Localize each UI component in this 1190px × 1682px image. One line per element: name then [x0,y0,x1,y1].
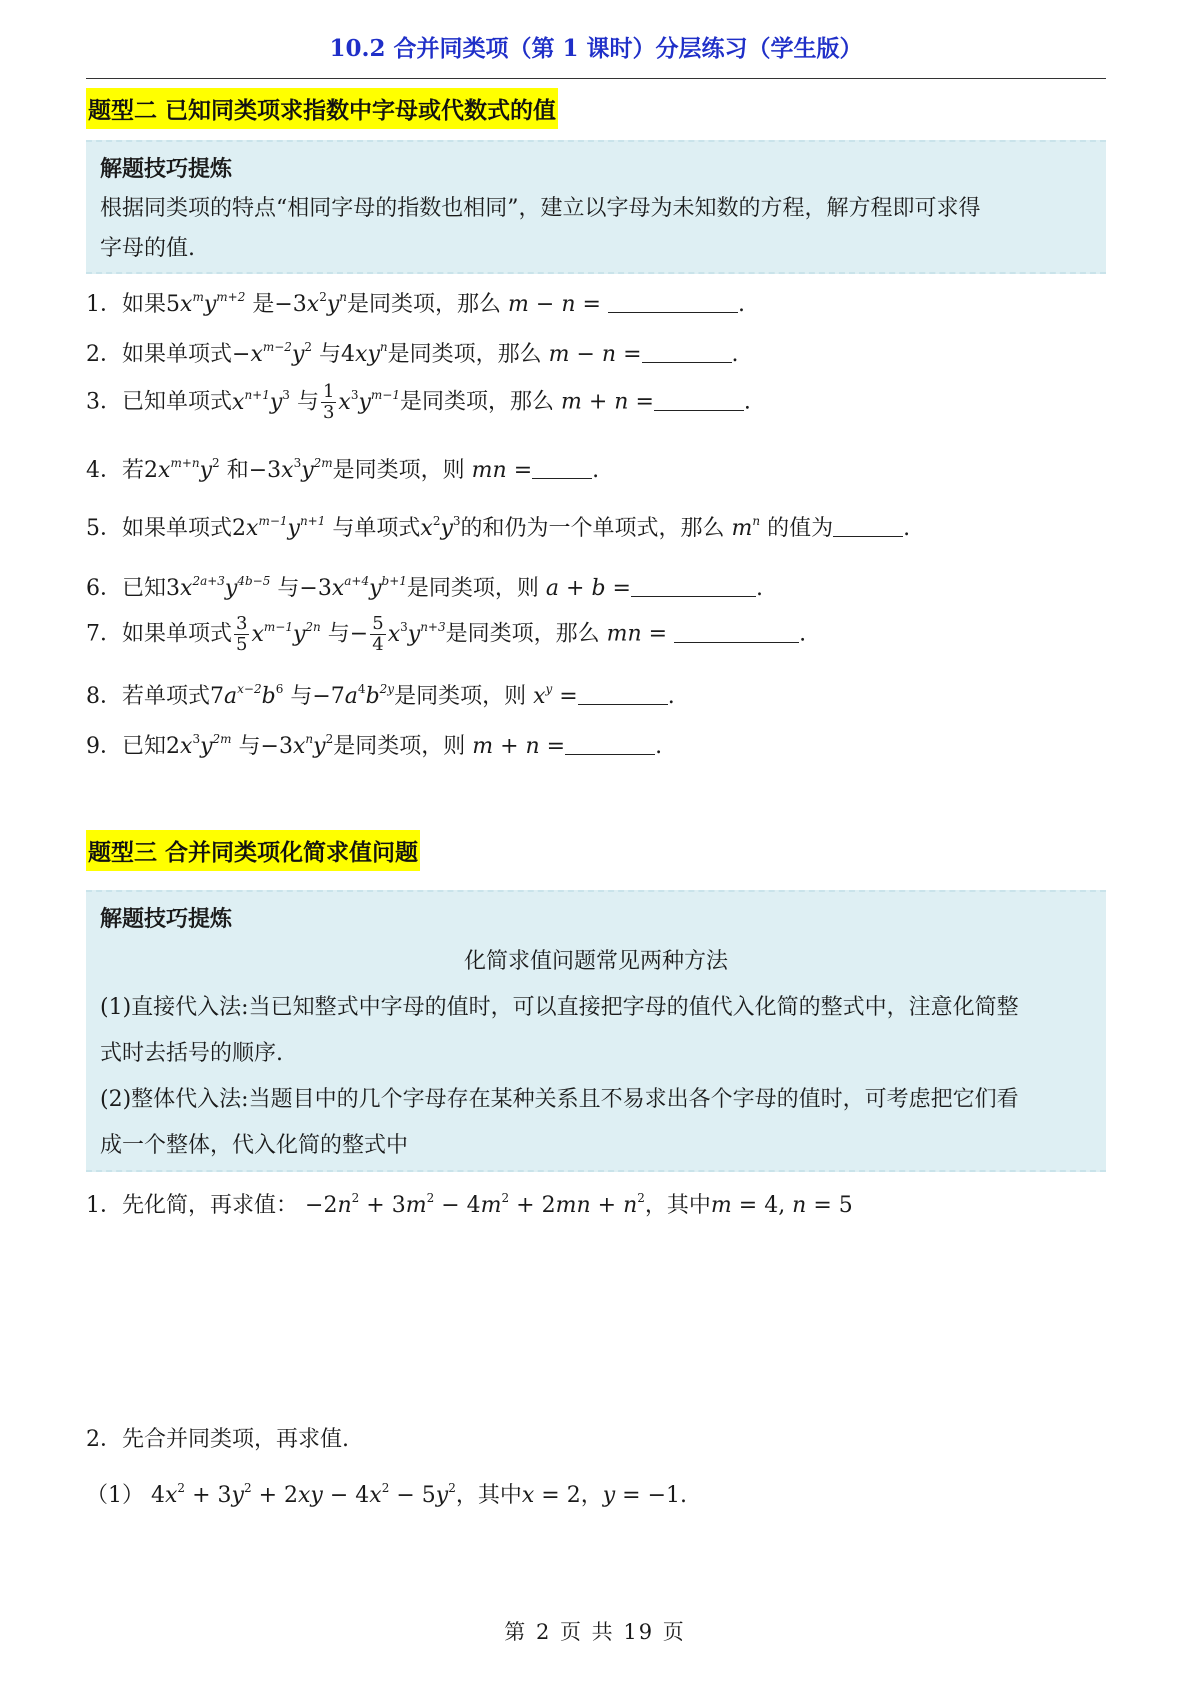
tip-text: 字母的值. [100,236,195,261]
problem-item: 9．已知$2x^3y^{2m}$ 与$-3x^ny^2$是同类项，则 m + n = . [86,732,663,759]
tip-box-2 [86,140,1106,274]
document-title: 10.2 合并同类项（第 1 课时）分层练习（学生版） [329,35,863,62]
answer-blank[interactable] [833,518,903,537]
answer-blank[interactable] [565,736,655,755]
problem-item: 6．已知$3x^{2a+3}y^{4b-5}$ 与$-3x^{a+4}y^{b+1}$是同类项，则 a + b = . [86,574,763,601]
section-title-2: 题型二 已知同类项求指数中字母或代数式的值 [86,88,558,129]
problem-item: 1．先化简，再求值： $-2n^2 + 3m^2 - 4m^2 + 2mn + n^2$，其中m = 4, n = 5 [86,1191,853,1218]
problem-item: 2．如果单项式$-x^{m-2}y^2$ 与$4xy^n$是同类项，那么 m − n = . [86,340,739,367]
tip-text: (1)直接代入法:当已知整式中字母的值时，可以直接把字母的值代入化简的整式中，注意化简整 [100,995,1019,1020]
tip-text: 成一个整体，代入化简的整式中 [100,1133,409,1158]
problem-item: 2．先合并同类项，再求值. [86,1427,349,1452]
answer-blank[interactable] [532,460,592,479]
tip-text: (2)整体代入法:当题目中的几个字母存在某种关系且不易求出各个字母的值时，可考虑把它们看 [100,1087,1019,1112]
problem-item: 5．如果单项式$2x^{m-1}y^{n+1}$ 与单项式$x^2y^3$的和仍为一个单项式，那么 $m^n$ 的值为 . [86,514,911,541]
answer-blank[interactable] [654,392,744,411]
answer-blank[interactable] [608,294,738,313]
answer-blank[interactable] [642,344,732,363]
problem-item: 8．若单项式$7a^{x-2}b^6$ 与$-7a^4b^{2y}$是同类项，则 $x^y$ = . [86,682,675,709]
answer-blank[interactable] [674,624,799,643]
problem-item: 3．已知单项式$x^{n+1}y^3$ 与 $\frac{1}{3}$ $x^3y^{m-1}$是同类项，那么 m + n = . [86,381,751,423]
problem-item: 7．如果单项式 $\frac{3}{5}$ $x^{m-1}y^{2n}$ 与− $\frac{5}{4}$ $x^3y^{n+3}$是同类项，那么 mn = . [86,613,807,655]
problem-subitem: （1） $4x^2 + 3y^2 + 2xy - 4x^2 - 5y^2$，其中x = 2，y = −1. [86,1481,688,1508]
answer-blank[interactable] [631,578,756,597]
problem-item: 4．若$2x^{m+n}y^2$ 和$-3x^3y^{2m}$是同类项，则 mn = . [86,456,600,483]
tip-text: 式时去括号的顺序. [100,1041,283,1066]
tip-text: 根据同类项的特点“相同字母的指数也相同”，建立以字母为未知数的方程，解方程即可求得 [100,196,981,221]
page-footer: 第 2 页 共 19 页 [504,1620,686,1644]
answer-blank[interactable] [578,686,668,705]
tip-box-3 [86,890,1106,1172]
problem-item: 1．如果$5x^my^{m+2}$ 是$-3x^2y^n$是同类项，那么 m − n = . [86,290,745,317]
tip-heading: 解题技巧提炼 [100,157,233,182]
tip-subtitle: 化简求值问题常见两种方法 [463,949,728,974]
tip-heading: 解题技巧提炼 [100,907,233,932]
header-divider [86,78,1106,79]
section-title-3: 题型三 合并同类项化简求值问题 [86,830,420,871]
